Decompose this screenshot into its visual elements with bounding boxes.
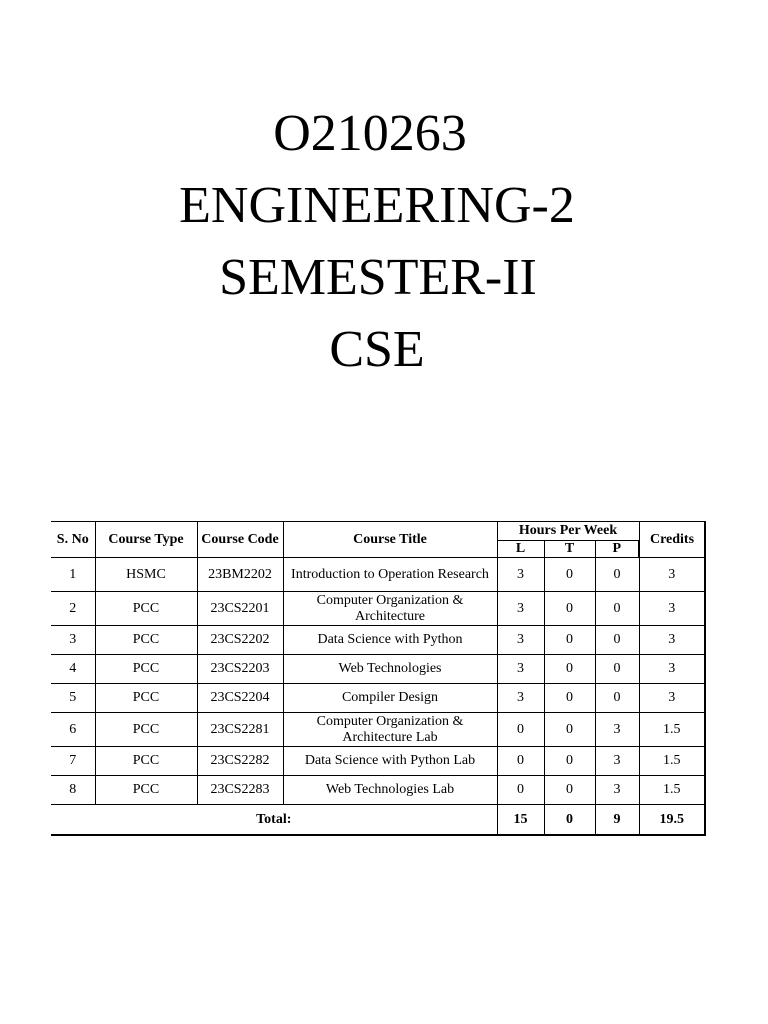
cell-l: 3 <box>497 592 544 626</box>
cell-l: 3 <box>497 558 544 592</box>
cell-p: 3 <box>595 776 639 805</box>
cell-t: 0 <box>544 684 595 713</box>
cell-course-title: Web Technologies <box>283 655 497 684</box>
total-credits: 19.5 <box>639 805 705 836</box>
cell-course-title: Computer Organization & Architecture <box>283 592 497 626</box>
header-course-code: Course Code <box>197 522 283 558</box>
cell-credits: 3 <box>639 684 705 713</box>
header-row <box>51 522 705 541</box>
cell-course-title: Computer Organization & Architecture Lab <box>283 713 497 747</box>
cell-credits: 3 <box>639 626 705 655</box>
table-row <box>51 684 705 713</box>
total-l: 15 <box>497 805 544 836</box>
cell-t: 0 <box>544 747 595 776</box>
cell-course-title: Web Technologies Lab <box>283 776 497 805</box>
total-row <box>51 805 705 836</box>
header-t: T <box>544 541 595 558</box>
department-title: CSE <box>329 321 425 378</box>
cell-p: 0 <box>595 592 639 626</box>
cell-course-type: PCC <box>95 655 197 684</box>
cell-course-type: PCC <box>95 626 197 655</box>
cell-credits: 3 <box>639 655 705 684</box>
cell-l: 3 <box>497 684 544 713</box>
cell-l: 3 <box>497 655 544 684</box>
cell-credits: 1.5 <box>639 747 705 776</box>
cell-course-type: HSMC <box>95 558 197 592</box>
cell-course-code: 23BM2202 <box>197 558 283 592</box>
cell-course-code: 23CS2201 <box>197 592 283 626</box>
cell-course-type: PCC <box>95 747 197 776</box>
cell-t: 0 <box>544 713 595 747</box>
cell-course-type: PCC <box>95 684 197 713</box>
header-sno: S. No <box>51 522 95 558</box>
cell-course-type: PCC <box>95 592 197 626</box>
cell-sno: 8 <box>51 776 95 805</box>
cell-sno: 4 <box>51 655 95 684</box>
course-schedule-table <box>51 521 706 836</box>
cell-p: 0 <box>595 558 639 592</box>
cell-course-code: 23CS2281 <box>197 713 283 747</box>
cell-t: 0 <box>544 626 595 655</box>
cell-p: 0 <box>595 655 639 684</box>
cell-t: 0 <box>544 655 595 684</box>
semester-title: SEMESTER-II <box>219 249 537 306</box>
header-credits: Credits <box>639 522 705 558</box>
course-code-title: O210263 <box>273 105 467 162</box>
header-hours-per-week: Hours Per Week <box>497 522 639 541</box>
header-course-title: Course Title <box>283 522 497 558</box>
cell-t: 0 <box>544 776 595 805</box>
table-row <box>51 558 705 592</box>
cell-sno: 3 <box>51 626 95 655</box>
cell-l: 0 <box>497 747 544 776</box>
cell-course-code: 23CS2202 <box>197 626 283 655</box>
table-row <box>51 655 705 684</box>
table-row <box>51 776 705 805</box>
cell-p: 3 <box>595 713 639 747</box>
cell-p: 0 <box>595 626 639 655</box>
total-t: 0 <box>544 805 595 836</box>
cell-course-code: 23CS2204 <box>197 684 283 713</box>
header-course-type: Course Type <box>95 522 197 558</box>
cell-sno: 1 <box>51 558 95 592</box>
cell-course-title: Data Science with Python <box>283 626 497 655</box>
cell-credits: 3 <box>639 558 705 592</box>
cell-l: 3 <box>497 626 544 655</box>
cell-p: 0 <box>595 684 639 713</box>
cell-p: 3 <box>595 747 639 776</box>
cell-credits: 1.5 <box>639 713 705 747</box>
cell-credits: 1.5 <box>639 776 705 805</box>
cell-t: 0 <box>544 558 595 592</box>
cell-sno: 2 <box>51 592 95 626</box>
total-p: 9 <box>595 805 639 836</box>
cell-t: 0 <box>544 592 595 626</box>
table-row <box>51 713 705 747</box>
header-p: P <box>595 541 639 558</box>
cell-credits: 3 <box>639 592 705 626</box>
cell-sno: 5 <box>51 684 95 713</box>
cell-course-title: Data Science with Python Lab <box>283 747 497 776</box>
cell-course-code: 23CS2203 <box>197 655 283 684</box>
table-row <box>51 747 705 776</box>
cell-l: 0 <box>497 776 544 805</box>
cell-l: 0 <box>497 713 544 747</box>
cell-course-type: PCC <box>95 713 197 747</box>
cell-sno: 6 <box>51 713 95 747</box>
table-row <box>51 626 705 655</box>
total-label: Total: <box>51 805 497 836</box>
table-row <box>51 592 705 626</box>
cell-course-title: Introduction to Operation Research <box>283 558 497 592</box>
cell-course-code: 23CS2283 <box>197 776 283 805</box>
cell-course-code: 23CS2282 <box>197 747 283 776</box>
header-l: L <box>497 541 544 558</box>
program-title: ENGINEERING-2 <box>179 177 575 234</box>
cell-course-title: Compiler Design <box>283 684 497 713</box>
cell-sno: 7 <box>51 747 95 776</box>
title-block <box>0 98 768 386</box>
cell-course-type: PCC <box>95 776 197 805</box>
